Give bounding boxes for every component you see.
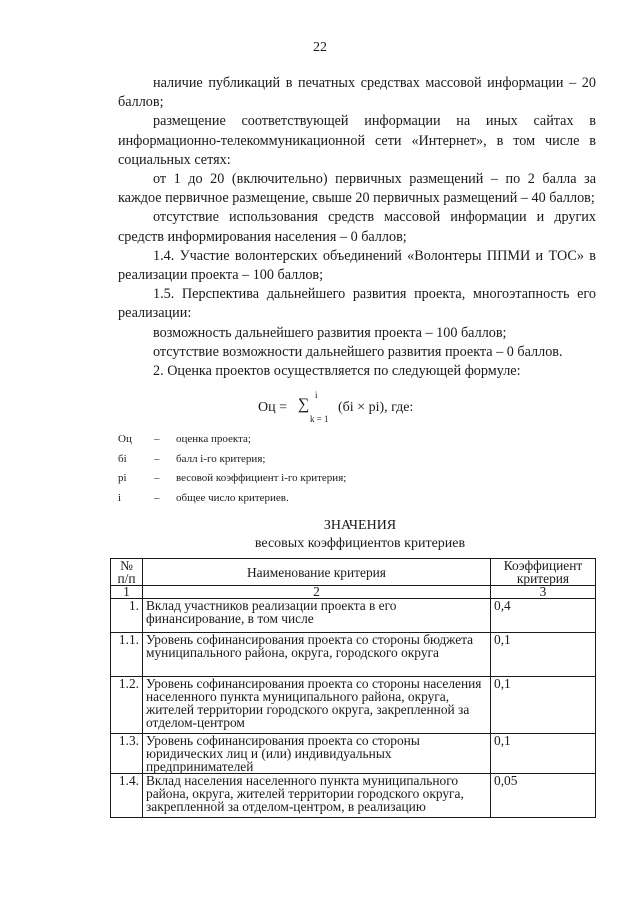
row-number: 1.4. — [111, 774, 143, 818]
criterion-coefficient: 0,1 — [491, 677, 596, 734]
paragraph: размещение соответствующей информации на иных сайтах в информационно-телекоммуникационной сети «Интернет», в том числе в социальных сетях: — [118, 113, 596, 168]
paragraph: 2. Оценка проектов осуществляется по следующей формуле: — [153, 363, 521, 380]
legend-dash: – — [154, 491, 160, 504]
legend-row — [118, 430, 346, 450]
criteria-table — [110, 558, 596, 818]
legend-row — [118, 489, 346, 509]
column-index: 2 — [143, 586, 491, 599]
paragraph: от 1 до 20 (включительно) первичных размещений – по 2 балла за каждое первичное размещение, свыше 20 первичных размещений – 40 баллов; — [118, 171, 596, 207]
legend-dash: – — [154, 452, 160, 465]
table-subtitle: весовых коэффициентов критериев — [254, 536, 466, 551]
row-number: 1.2. — [111, 677, 143, 734]
criterion-name: Вклад населения населенного пункта муниципального района, округа, жителей территории городского округа, закрепленной за отделом-центром, в реализацию — [143, 774, 491, 818]
paragraph: 1.5. Перспектива дальнейшего развития проекта, многоэтапность его реализации: — [118, 286, 596, 322]
page-number: 22 — [313, 40, 327, 55]
row-number: 1. — [111, 599, 143, 633]
table-row — [111, 734, 596, 774]
column-header-criterion: Наименование критерия — [143, 559, 491, 586]
body-text — [118, 74, 596, 381]
table-header-row — [111, 559, 596, 586]
criterion-coefficient: 0,1 — [491, 633, 596, 677]
legend-dash: – — [154, 472, 160, 484]
scoring-formula — [258, 390, 458, 426]
criterion-name: Уровень софинансирования проекта со стороны бюджета муниципального района, округа, городского округа — [143, 633, 491, 677]
criterion-coefficient: 0,4 — [491, 599, 596, 633]
formula-lhs: Оц = — [258, 400, 287, 415]
paragraph: отсутствие возможности дальнейшего развития проекта – 0 баллов. — [153, 343, 563, 360]
criterion-coefficient: 0,1 — [491, 734, 596, 774]
paragraph: наличие публикаций в печатных средствах массовой информации – 20 баллов; — [118, 75, 596, 111]
legend-row — [118, 450, 346, 470]
column-header-coefficient: Коэффициент критерия — [491, 559, 596, 586]
legend-text: балл i-го критерия; — [176, 452, 266, 465]
row-number: 1.1. — [111, 633, 143, 677]
legend-text: весовой коэффициент i-го критерия; — [176, 472, 347, 484]
table-row — [111, 599, 596, 633]
legend-symbol: i — [118, 491, 122, 504]
legend-text: общее число критериев. — [176, 491, 289, 504]
table-row — [111, 677, 596, 734]
paragraph: отсутствие использования средств массовой информации и других средств информирования населения – 0 баллов; — [118, 209, 596, 245]
column-index-row — [111, 586, 596, 599]
legend-row — [118, 469, 346, 489]
formula-legend — [118, 430, 346, 508]
criterion-coefficient: 0,05 — [491, 774, 596, 818]
sum-upper-limit: i — [315, 390, 318, 400]
sum-symbol: ∑ — [298, 396, 310, 413]
criterion-name: Уровень софинансирования проекта со стороны юридических лиц и (или) индивидуальных предпринимателей — [143, 734, 491, 774]
table-row — [111, 633, 596, 677]
criterion-name: Вклад участников реализации проекта в его финансирование, в том числе — [143, 599, 491, 633]
legend-symbol: бi — [118, 452, 127, 465]
paragraph: возможность дальнейшего развития проекта – 100 баллов; — [153, 324, 507, 341]
table-title: ЗНАЧЕНИЯ — [323, 518, 397, 533]
column-index: 3 — [491, 586, 596, 599]
legend-symbol: Оц — [118, 433, 132, 445]
column-header-number: № п/п — [111, 559, 143, 586]
row-number: 1.3. — [111, 734, 143, 774]
criterion-name: Уровень софинансирования проекта со стороны населения населенного пункта муниципального района, округа, жителей территории городского округа, закрепленной за отделом-центром — [143, 677, 491, 734]
sum-lower-limit: k = 1 — [310, 414, 329, 424]
legend-symbol: рi — [118, 472, 127, 484]
table-row — [111, 774, 596, 818]
legend-text: оценка проекта; — [176, 433, 251, 445]
paragraph: 1.4. Участие волонтерских объединений «Волонтеры ППМИ и ТОС» в реализации проекта – 100 баллов; — [118, 247, 596, 284]
column-index: 1 — [111, 586, 143, 599]
table-heading — [0, 517, 640, 553]
formula-rhs: (бi × рi), где: — [338, 400, 414, 415]
legend-dash: – — [154, 433, 160, 445]
